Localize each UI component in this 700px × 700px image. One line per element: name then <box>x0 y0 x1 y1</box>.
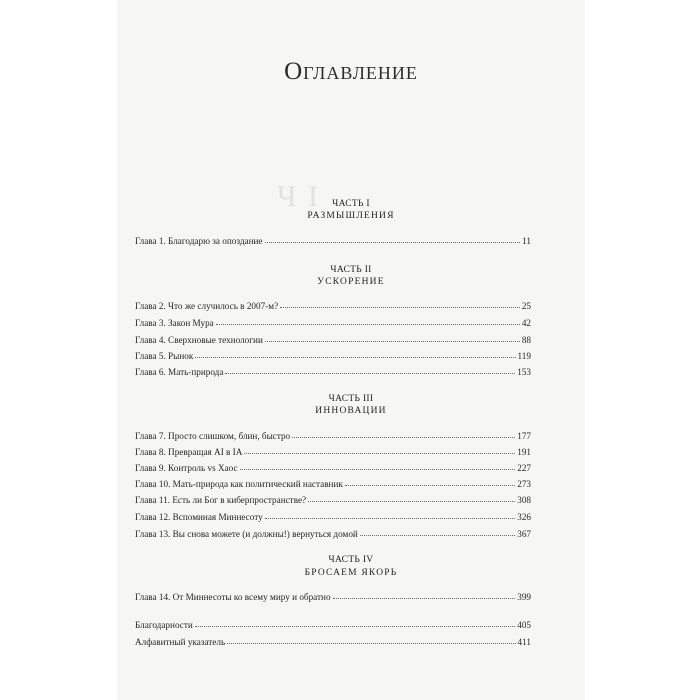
toc-entry-page: 177 <box>517 431 531 441</box>
toc-entry-page: 405 <box>517 620 531 630</box>
toc-entry-page: 119 <box>517 351 531 361</box>
leader-dots <box>308 493 515 502</box>
toc-entry-page: 88 <box>521 335 531 345</box>
toc-entry-page: 273 <box>517 479 531 489</box>
toc-entry-title: Глава 7. Просто слишком, блин, быстро <box>135 431 291 441</box>
toc-entry[interactable] <box>135 462 531 474</box>
leader-dots <box>265 510 516 519</box>
toc-entry-title: Благодарности <box>135 620 193 630</box>
toc-entry-title: Глава 2. Что же случилось в 2007-м? <box>135 301 279 311</box>
toc-entry[interactable] <box>135 446 531 458</box>
toc-entry-title: Глава 6. Мать-природа <box>135 367 224 377</box>
toc-entry[interactable] <box>135 350 531 362</box>
leader-dots <box>280 299 520 308</box>
toc-entry-title: Глава 3. Закон Мура <box>135 318 214 328</box>
show-through-text: Ч I <box>277 180 320 213</box>
leader-dots <box>225 365 515 374</box>
toc-entry-page: 367 <box>517 529 531 539</box>
leader-dots <box>333 590 516 599</box>
toc-entry-title: Глава 9. Контроль vs Хаос <box>135 463 238 473</box>
toc-entry[interactable] <box>135 235 531 247</box>
toc-entry-acknowledgements[interactable] <box>135 619 531 631</box>
toc-entry-title: Глава 12. Вспоминая Миннесоту <box>135 512 263 522</box>
leader-dots <box>292 429 515 438</box>
leader-dots <box>195 349 515 358</box>
leader-dots <box>360 527 515 536</box>
toc-entry-page: 326 <box>517 512 531 522</box>
toc-entry-title: Алфавитный указатель <box>135 637 226 647</box>
page-title: Оглавление <box>284 58 418 85</box>
toc-entry-title: Глава 8. Превращая AI в IA <box>135 447 243 457</box>
part-label: ЧАСТЬ IV <box>328 555 374 565</box>
toc-entry[interactable] <box>135 300 531 312</box>
toc-entry[interactable] <box>135 430 531 442</box>
part-label: ЧАСТЬ I <box>332 199 370 209</box>
toc-entry-page: 153 <box>517 367 531 377</box>
book-page <box>117 0 585 700</box>
toc-entry[interactable] <box>135 478 531 490</box>
part-name: РАЗМЫШЛЕНИЯ <box>307 211 395 221</box>
leader-dots <box>195 618 515 627</box>
toc-entry[interactable] <box>135 366 531 378</box>
leader-dots <box>244 445 515 454</box>
toc-entry[interactable] <box>135 334 531 346</box>
part-name: УСКОРЕНИЕ <box>317 277 385 287</box>
toc-entry-title: Глава 5. Рынок <box>135 351 194 361</box>
part-label: ЧАСТЬ II <box>330 265 372 275</box>
toc-entry-index[interactable] <box>135 636 531 648</box>
toc-entry[interactable] <box>135 591 531 603</box>
toc-entry-title: Глава 14. От Миннесоты ко всему миру и обратно <box>135 592 331 602</box>
leader-dots <box>240 461 516 470</box>
toc-entry[interactable] <box>135 511 531 523</box>
toc-entry-title: Глава 11. Есть ли Бог в киберпространстве? <box>135 495 307 505</box>
toc-entry[interactable] <box>135 528 531 540</box>
toc-entry-page: 191 <box>517 447 531 457</box>
part-name: БРОСАЕМ ЯКОРЬ <box>304 568 398 578</box>
toc-entry-page: 42 <box>521 318 531 328</box>
part-label: ЧАСТЬ III <box>328 394 374 404</box>
part-name: ИННОВАЦИИ <box>315 406 387 416</box>
toc-entry-page: 399 <box>517 592 531 602</box>
toc-entry-title: Глава 10. Мать-природа как политический наставник <box>135 479 343 489</box>
toc-entry-title: Глава 1. Благодарю за опоздание <box>135 236 263 246</box>
toc-entry[interactable] <box>135 317 531 329</box>
leader-dots <box>227 635 515 644</box>
leader-dots <box>216 316 520 325</box>
leader-dots <box>265 333 520 342</box>
toc-entry-page: 308 <box>517 495 531 505</box>
toc-entry-page: 411 <box>517 637 531 647</box>
toc-entry-page: 25 <box>521 301 531 311</box>
toc-entry-page: 227 <box>517 463 531 473</box>
toc-entry-title: Глава 13. Вы снова можете (и должны!) вернуться домой <box>135 529 358 539</box>
leader-dots <box>265 234 521 243</box>
toc-entry-title: Глава 4. Сверхновые технологии <box>135 335 263 345</box>
leader-dots <box>345 477 515 486</box>
toc-entry[interactable] <box>135 494 531 506</box>
toc-entry-page: 11 <box>522 236 531 246</box>
